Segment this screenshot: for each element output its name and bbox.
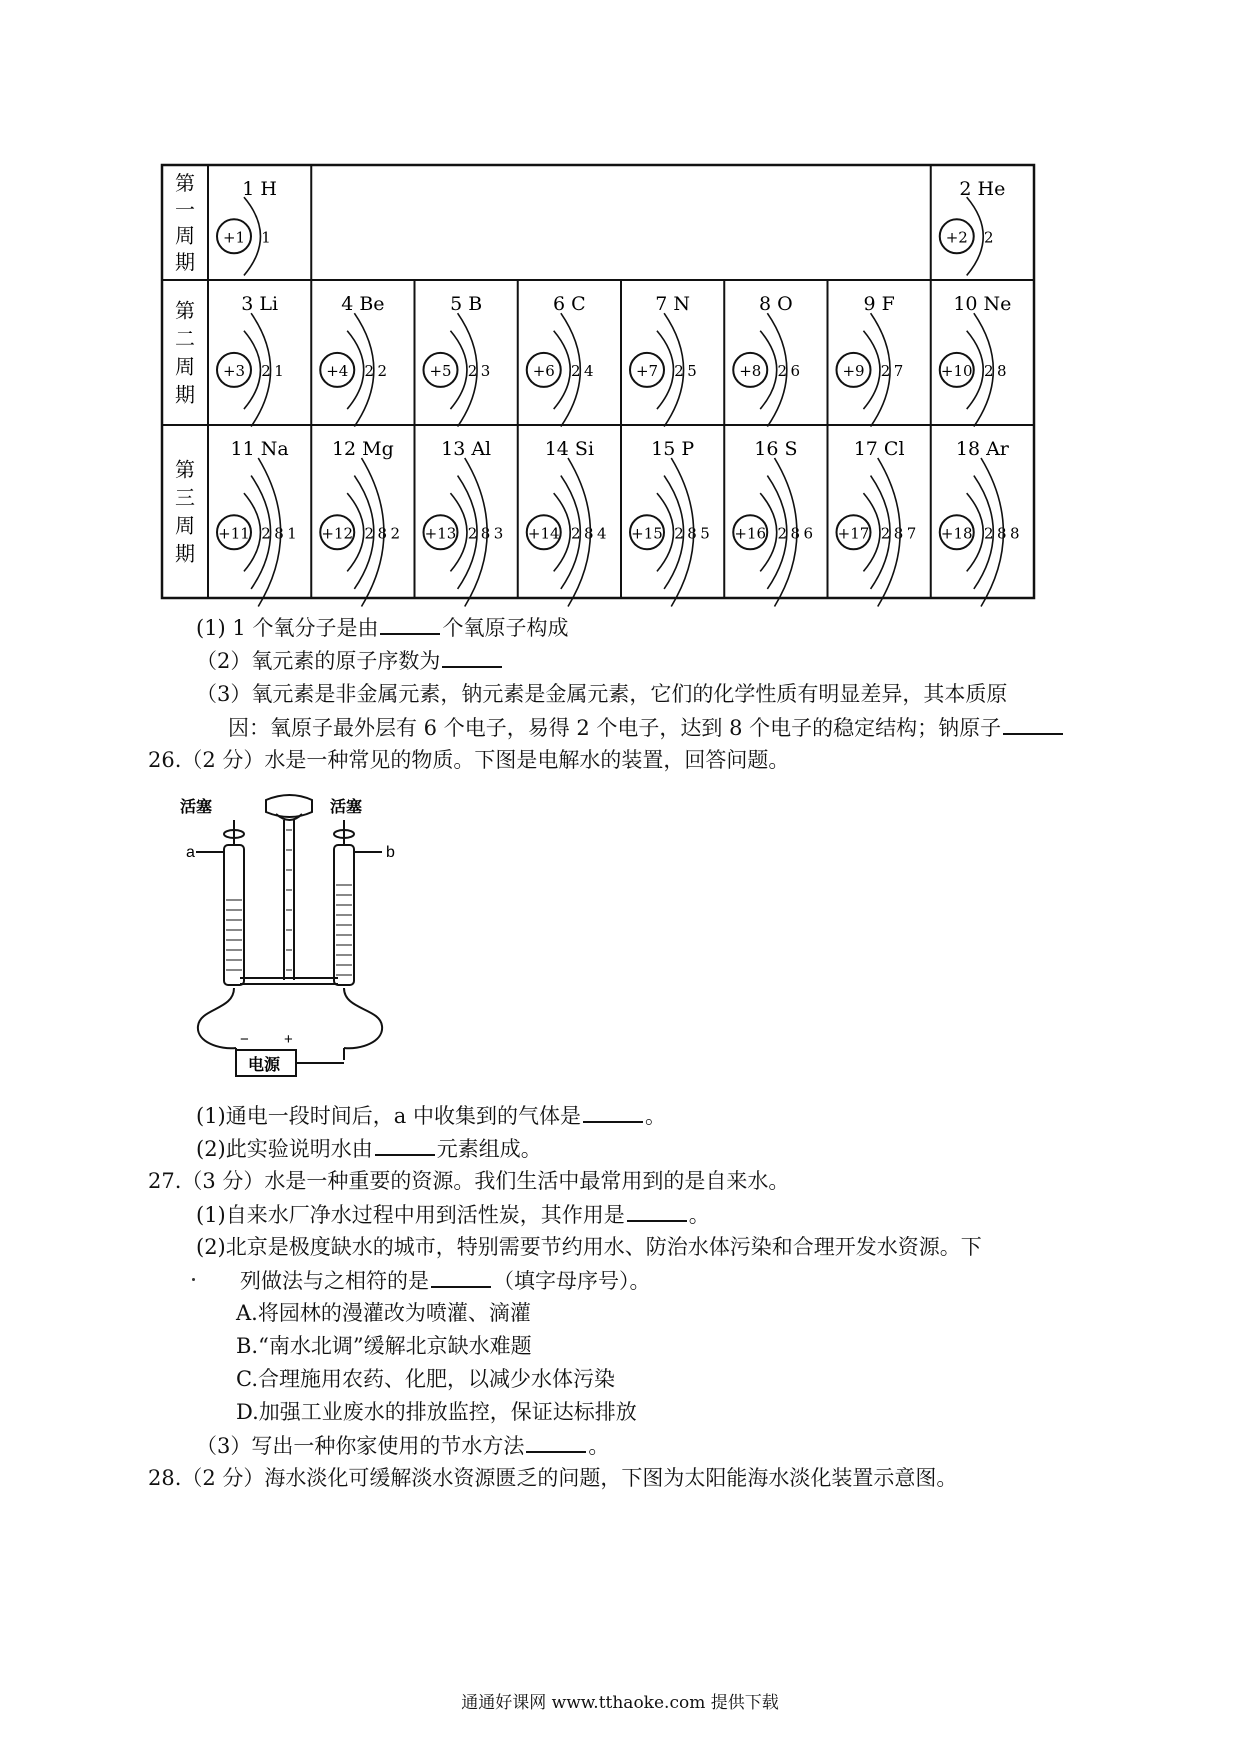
answer-blank[interactable] [526, 1432, 586, 1453]
electron-shell-arc [347, 331, 364, 409]
shell-electron-count: 8 [480, 524, 491, 543]
shell-electron-count: 2 [777, 524, 788, 543]
q27-option-b: B.“南水北调”缓解北京缺水难题 [236, 1334, 532, 1358]
shell-electron-count: 2 [377, 361, 388, 380]
shell-electron-count: 2 [777, 361, 788, 380]
element-symbol: 4 Be [341, 293, 385, 315]
shell-electron-count: 2 [880, 524, 891, 543]
element-cell [837, 438, 917, 607]
q26-part2 [196, 1135, 542, 1162]
element-cell [320, 438, 400, 607]
shell-electron-count: 2 [983, 361, 994, 380]
shell-electron-count: 8 [274, 524, 284, 543]
q26-part1-tail: 。 [644, 1104, 666, 1128]
q27-title: 27.（3 分）水是一种重要的资源。我们生活中最常用到的是自来水。 [148, 1169, 790, 1193]
nucleus-charge: +17 [837, 524, 870, 543]
element-cell [217, 178, 277, 275]
shell-electron-count: 1 [274, 361, 284, 380]
nucleus-charge: +6 [532, 361, 555, 380]
q27-option-d: D.加强工业废水的排放监控，保证达标排放 [236, 1400, 637, 1424]
element-cell [940, 438, 1020, 607]
q27-part2-line1: (2)北京是极度缺水的城市，特别需要节约用水、防治水体污染和合理开发水资源。下 [196, 1235, 982, 1259]
tube-a-label: a [186, 844, 195, 861]
tube-b-label: b [386, 844, 395, 861]
shell-electron-count: 2 [674, 524, 684, 543]
shell-electron-count: 2 [467, 524, 478, 543]
answer-blank[interactable] [442, 647, 502, 668]
period-label-char: 期 [175, 541, 195, 566]
negative-terminal: − [240, 1031, 249, 1048]
period-label-char: 期 [175, 382, 195, 407]
q27-part1-tail: 。 [688, 1203, 710, 1227]
element-cell [424, 293, 491, 427]
answer-blank[interactable] [583, 1102, 643, 1123]
element-cell [320, 293, 387, 427]
electron-shell-arc [554, 331, 571, 409]
electron-shell-arc [244, 331, 261, 409]
q28-title: 28.（2 分）海水淡化可缓解淡水资源匮乏的问题，下图为太阳能海水淡化装置示意图。 [148, 1466, 958, 1490]
element-cell [733, 293, 800, 427]
shell-electron-count: 6 [803, 524, 814, 543]
element-cell [630, 293, 697, 427]
power-supply-label: 电源 [248, 1057, 281, 1074]
q27-part2-tail: （填字母序号）。 [493, 1269, 651, 1293]
shell-electron-count: 2 [983, 228, 994, 247]
period-label-char: 周 [175, 513, 195, 538]
nucleus-charge: +14 [527, 524, 560, 543]
nucleus-charge: +12 [321, 524, 354, 543]
q25-part1 [196, 614, 568, 641]
stopcock-label-left: 活塞 [180, 799, 213, 816]
q25-part3-text: 因：氧原子最外层有 6 个电子，易得 2 个电子，达到 8 个电子的稳定结构；钠原子 [228, 716, 1002, 740]
shell-electron-count: 2 [880, 361, 891, 380]
element-symbol: 8 O [759, 293, 793, 315]
shell-electron-count: 8 [687, 524, 697, 543]
element-symbol: 9 F [863, 293, 895, 315]
nucleus-charge: +8 [739, 361, 762, 380]
shell-electron-count: 8 [1009, 524, 1020, 543]
shell-electron-count: 2 [364, 361, 375, 380]
element-cell [527, 293, 594, 427]
stray-dot [192, 1278, 195, 1281]
nucleus-charge: +7 [635, 361, 659, 380]
shell-electron-count: 8 [996, 361, 1007, 380]
q26-part1 [196, 1102, 666, 1129]
electron-shell-arc [967, 197, 984, 275]
element-cell [940, 178, 1006, 275]
electron-shell-arc [863, 331, 880, 409]
q25-part1-text: (1) 1 个氧分子是由 [196, 616, 379, 640]
q27-part1 [196, 1201, 710, 1228]
answer-blank[interactable] [1003, 714, 1063, 735]
shell-electron-count: 4 [596, 524, 607, 543]
answer-blank[interactable] [375, 1135, 435, 1156]
nucleus-charge: +2 [945, 228, 968, 247]
answer-blank[interactable] [431, 1267, 491, 1288]
element-symbol: 12 Mg [331, 438, 394, 460]
shell-electron-count: 7 [906, 524, 917, 543]
shell-electron-count: 1 [287, 524, 297, 543]
period-label-char: 期 [175, 249, 195, 274]
q27-part1-text: (1)自来水厂净水过程中用到活性炭，其作用是 [196, 1203, 625, 1227]
element-symbol: 5 B [450, 293, 483, 315]
element-cell [217, 293, 284, 427]
element-symbol: 14 Si [544, 438, 595, 460]
period-label-char: 第 [175, 298, 195, 323]
q25-part2-text: （2）氧元素的原子序数为 [196, 649, 441, 673]
answer-blank[interactable] [380, 614, 440, 635]
q27-part2-text: 列做法与之相符的是 [240, 1269, 429, 1293]
element-symbol: 11 Na [230, 438, 289, 460]
element-cell [733, 438, 813, 607]
period-label-char: 第 [175, 171, 195, 196]
shell-electron-count: 2 [261, 524, 271, 543]
shell-electron-count: 6 [790, 361, 801, 380]
shell-electron-count: 2 [261, 361, 271, 380]
answer-blank[interactable] [627, 1201, 687, 1222]
electron-shell-arc [760, 331, 777, 409]
q25-part2 [196, 647, 504, 674]
q27-part2-line2 [240, 1267, 651, 1294]
shell-electron-count: 2 [467, 361, 478, 380]
element-symbol: 6 C [553, 293, 586, 315]
q27-part3-tail: 。 [588, 1434, 610, 1458]
nucleus-charge: +10 [940, 361, 973, 380]
period-label-char: 周 [175, 354, 195, 379]
shell-electron-count: 4 [583, 361, 594, 380]
element-cell [424, 438, 504, 607]
shell-electron-count: 3 [480, 361, 491, 380]
q27-part3 [196, 1432, 609, 1459]
shell-electron-count: 7 [893, 361, 904, 380]
element-symbol: 2 He [959, 178, 1006, 200]
nucleus-charge: +18 [940, 524, 973, 543]
q25-part1-tail: 个氧原子构成 [442, 616, 569, 640]
q26-title: 26.（2 分）水是一种常见的物质。下图是电解水的装置，回答问题。 [148, 748, 790, 772]
element-symbol: 10 Ne [953, 293, 1012, 315]
shell-electron-count: 8 [790, 524, 801, 543]
q27-option-c: C.合理施用农药、化肥，以减少水体污染 [236, 1367, 615, 1391]
periodic-table-figure [0, 0, 1240, 620]
nucleus-charge: +3 [222, 361, 246, 380]
shell-electron-count: 8 [377, 524, 388, 543]
positive-terminal: + [284, 1031, 293, 1048]
element-symbol: 3 Li [241, 293, 279, 315]
shell-electron-count: 8 [996, 524, 1007, 543]
element-symbol: 16 S [754, 438, 798, 460]
shell-electron-count: 2 [390, 524, 401, 543]
nucleus-charge: +11 [218, 524, 250, 543]
shell-electron-count: 8 [893, 524, 904, 543]
electron-shell-arc [657, 331, 674, 409]
q26-part1-text: (1)通电一段时间后，a 中收集到的气体是 [196, 1104, 581, 1128]
nucleus-charge: +15 [631, 524, 663, 543]
element-symbol: 17 Cl [853, 438, 905, 460]
element-cell [837, 293, 904, 427]
element-symbol: 13 Al [441, 438, 492, 460]
nucleus-charge: +4 [326, 361, 349, 380]
nucleus-charge: +9 [842, 361, 865, 380]
shell-electron-count: 5 [687, 361, 697, 380]
stopcock-label-right: 活塞 [330, 799, 363, 816]
q27-option-a: A.将园林的漫灌改为喷灌、滴灌 [236, 1301, 531, 1325]
q26-part2-text: (2)此实验说明水由 [196, 1137, 373, 1161]
shell-electron-count: 3 [493, 524, 504, 543]
element-cell [940, 293, 1012, 427]
shell-electron-count: 5 [700, 524, 710, 543]
q25-part3-line1: （3）氧元素是非金属元素，钠元素是金属元素，它们的化学性质有明显差异，其本质原 [196, 682, 1008, 706]
period-label-char: 三 [175, 485, 195, 510]
element-symbol: 15 P [651, 438, 695, 460]
electron-shell-arc [244, 197, 261, 275]
period-label-char: 周 [175, 223, 195, 248]
nucleus-charge: +1 [222, 228, 246, 247]
page-footer: 通通好课网 www.tthaoke.com 提供下载 [461, 1693, 779, 1713]
electron-shell-arc [450, 331, 467, 409]
element-cell [630, 438, 710, 607]
element-cell [527, 438, 607, 607]
q26-part2-tail: 元素组成。 [436, 1137, 542, 1161]
shell-electron-count: 2 [570, 524, 581, 543]
period-label-char: 第 [175, 457, 195, 482]
period-label-char: 一 [175, 197, 195, 222]
nucleus-charge: +16 [734, 524, 767, 543]
element-symbol: 7 N [655, 293, 691, 315]
electrolysis-apparatus-diagram [180, 790, 400, 1080]
shell-electron-count: 2 [674, 361, 684, 380]
q25-part3-line2 [228, 714, 1065, 741]
element-cell [217, 438, 297, 607]
element-symbol: 1 H [242, 178, 277, 200]
element-symbol: 18 Ar [955, 438, 1009, 460]
q27-part3-text: （3）写出一种你家使用的节水方法 [196, 1434, 525, 1458]
shell-electron-count: 2 [364, 524, 375, 543]
nucleus-charge: +5 [429, 361, 452, 380]
nucleus-charge: +13 [424, 524, 457, 543]
shell-electron-count: 2 [570, 361, 581, 380]
period-label-char: 二 [175, 326, 195, 351]
shell-electron-count: 1 [261, 228, 271, 247]
shell-electron-count: 2 [983, 524, 994, 543]
shell-electron-count: 8 [583, 524, 594, 543]
